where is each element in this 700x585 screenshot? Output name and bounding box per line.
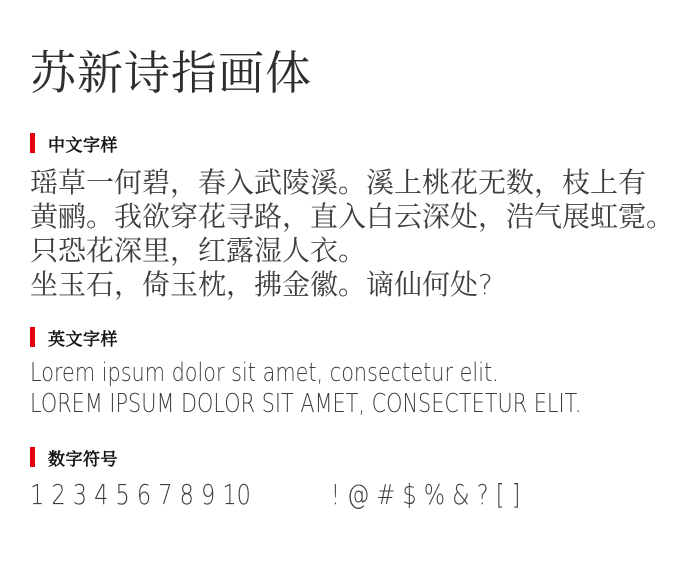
chinese-sample-line: 黄鹂。我欲穿花寻路，直入白云深处，浩气展虹霓。 bbox=[30, 200, 675, 233]
red-accent-bar bbox=[30, 327, 35, 347]
chinese-sample-line: 只恐花深里，红露湿人衣。 bbox=[30, 234, 367, 267]
english-sample-line-uppercase: LOREM IPSUM DOLOR SIT AMET, CONSECTETUR ELIT. bbox=[30, 389, 582, 419]
section-header bbox=[30, 447, 672, 470]
english-sample-text bbox=[30, 358, 672, 420]
section-chinese-sample bbox=[30, 133, 675, 302]
chinese-sample-line: 瑶草一何碧，春入武陵溪。溪上桃花无数，枝上有 bbox=[30, 166, 647, 199]
section-header bbox=[30, 133, 672, 156]
red-accent-bar bbox=[30, 133, 35, 153]
section-header bbox=[30, 327, 672, 350]
chinese-sample-line: 坐玉石，倚玉枕，拂金徽。谪仙何处? bbox=[30, 268, 493, 301]
section-english-sample bbox=[30, 327, 672, 420]
page-title: 苏新诗指画体 bbox=[30, 46, 312, 100]
numbers-sample: 1 2 3 4 5 6 7 8 9 10 bbox=[30, 478, 251, 511]
section-label-numerals: 数字符号 bbox=[48, 449, 118, 470]
red-accent-bar bbox=[30, 447, 35, 467]
section-numerals-sample bbox=[30, 447, 672, 510]
section-label-chinese: 中文字样 bbox=[48, 135, 118, 156]
section-label-english: 英文字样 bbox=[48, 329, 118, 350]
numerals-sample-text bbox=[30, 480, 544, 510]
english-sample-line-lowercase: Lorem ipsum dolor sit amet, consectetur elit. bbox=[30, 358, 499, 388]
symbols-sample: ! @ # $ % & ? [ ] bbox=[330, 478, 521, 511]
chinese-sample-text bbox=[30, 166, 675, 302]
